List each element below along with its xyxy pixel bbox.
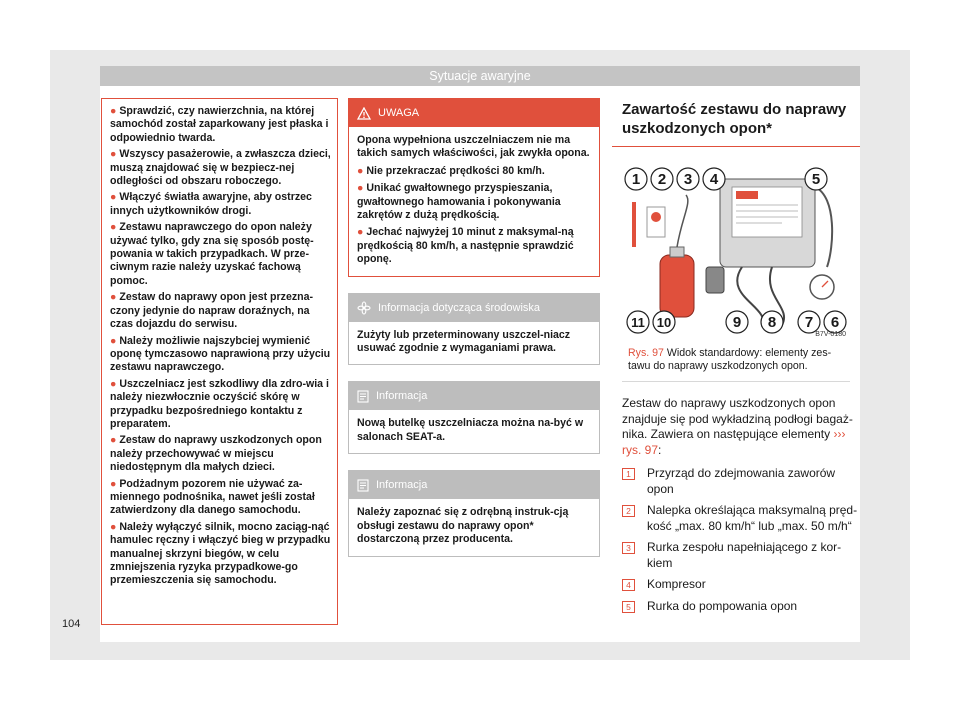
item-number-badge: 4 [622,579,635,591]
warning-box-title: UWAGA [378,107,420,119]
warning-bullet: ● Nie przekraczać prędkości 80 km/h. [357,164,545,177]
figure [622,157,850,382]
list-item: 2 Nalepka określająca maksymalną pręd-kość „max. 80 km/h“ lub „max. 50 m/h“ [622,503,860,534]
warning-item: ● Zestaw do naprawy uszkodzonych opon należy przechowywać w miejscu niedostępnym dla małych dzieci. [110,434,322,474]
warning-bullet: ● Unikać gwałtownego przyspieszania, gwałtownego hamowania i pokonywania zakrętów z dużą prędkością. [357,182,561,222]
info-note-icon [357,479,369,492]
section-title: Zawartość zestawu do naprawy uszkodzonych opon* [612,98,860,147]
list-item: 1 Przyrząd do zdejmowania zaworów opon [622,466,860,497]
callout-6: 6 [830,314,840,331]
section-column [612,98,860,620]
callout-5: 5 [811,171,821,188]
environment-info-body: Zużyty lub przeterminowany uszczel-niacz usuwać zgodnie z wymaganiami prawa. [357,328,571,355]
list-item: 5 Rurka do pompowania opon [622,599,860,615]
section-body-text: Zestaw do naprawy uszkodzonych opon znajduje się pod wykładziną podłogi bagaż-nika. Zawiera on następujące elementy ››› rys. 97: [622,396,853,457]
bullet-icon: ● [110,434,117,447]
warning-intro: Opona wypełniona uszczelniaczem nie ma takich samych właściwości, jak zwykła opona. [357,134,590,160]
bullet-icon: ● [110,191,117,204]
warning-item: ● Należy wyłączyć silnik, mocno zaciąg-nąć hamulec ręczny i włączyć bieg w przypadku manualnej skrzyni biegów, w celu zmniejszenia ryzyka przypadkowe-go przemieszczenia się samochodu. [110,520,331,587]
repair-kit-illustration [622,157,850,339]
warning-item: ● Zestawu naprawczego do opon należy używać tylko, gdy zna się sposób postę-powania w takich przypadkach. W prze-ciwnym razie należy uzyskać fachową pomoc. [110,221,314,287]
info-box-header [349,471,599,499]
figure-caption [622,339,850,381]
bullet-icon: ● [110,105,117,117]
warning-item: ● Włączyć światła awaryjne, aby ostrzec innych użytkowników drogi. [110,191,312,217]
warning-box [348,98,600,277]
warning-bullet: ● Jechać najwyżej 10 minut z maksymal-ną prędkością 80 km/h, a następnie sprawdzić oponę. [357,226,574,266]
info-box-title: Informacja [376,390,428,403]
callout-9: 9 [732,314,742,331]
figure-code: B7V-0180 [815,331,846,338]
info-box-body: Należy zapoznać się z odrębną instruk-cją obsługi zestawu do naprawy opon* dostarczoną przez producenta. [357,506,569,546]
bullet-icon: ● [110,148,117,161]
figure-caption-text: Widok standardowy: elementy zes-tawu do naprawy uszkodzonych opon. [628,347,832,372]
callout-2: 2 [657,171,667,188]
info-box-header [349,382,599,410]
callout-8: 8 [767,314,777,331]
warning-item: ● Należy możliwie najszybciej wymienić oponę tymczasowo naprawioną przy użyciu zestawu naprawczego. [110,334,331,374]
warning-item: ● Uszczelniacz jest szkodliwy dla zdro-wia i należy niezwłocznie oczyścić skórę w przypadku bezpośredniego kontaktu z preparatem. [110,377,329,430]
info-box-title: Informacja [376,479,428,492]
bullet-icon: ● [110,291,117,304]
bullet-icon: ● [110,520,117,533]
figure-label: Rys. 97 [628,347,664,359]
page-number: 104 [62,618,81,630]
item-number-badge: 5 [622,601,635,613]
warning-item: ● Sprawdzić, czy nawierzchnia, na której samochód został zaparkowany jest płaska i odpowiednio twarda. [110,105,329,144]
callout-3: 3 [683,171,693,188]
item-number-badge: 2 [622,505,635,517]
figure-reference-link[interactable]: ››› rys. 97 [622,427,846,457]
warning-triangle-icon [357,107,371,120]
callout-11: 11 [631,315,645,330]
bullet-icon: ● [357,182,364,195]
item-number-badge: 3 [622,542,635,554]
bullet-icon: ● [110,377,117,390]
warning-item: ● Wszyscy pasażerowie, a zwłaszcza dzieci, muszą znajdować się w bezpiecz-nej odległości od obszaru roboczego. [110,148,331,188]
environment-info-header [349,294,599,322]
info-note-icon [357,390,369,403]
warning-box-header [349,99,599,127]
list-item: 4 Kompresor [622,577,860,593]
info-box [348,381,600,454]
item-number-badge: 1 [622,468,635,480]
page-header: Sytuacje awaryjne [100,66,860,86]
environment-flower-icon [357,301,371,315]
numbered-list [622,466,860,614]
info-box-body: Nową butelkę uszczelniacza można na-być w salonach SEAT-a. [357,417,584,443]
list-item: 3 Rurka zespołu napełniającego z kor-kiem [622,540,860,571]
environment-info-title: Informacja dotycząca środowiska [378,301,541,314]
bullet-icon: ● [357,164,364,177]
environment-info-box [348,293,600,366]
warning-box-body [349,127,599,276]
warning-item: ● Podżadnym pozorem nie używać za-miennego podnośnika, nawet jeśli został zatwierdzony dla danego samochodu. [110,477,315,517]
info-box [348,470,600,556]
callout-1: 1 [631,171,641,188]
warning-item: ● Zestaw do naprawy opon jest przezna-czony jedynie do napraw doraźnych, na czas dojazdu do serwisu. [110,291,314,331]
callout-10: 10 [656,315,672,330]
notices-column [348,98,600,573]
callout-4: 4 [709,171,719,188]
warning-continuation-box [101,98,338,625]
bullet-icon: ● [110,477,117,490]
bullet-icon: ● [110,221,117,234]
bullet-icon: ● [357,226,364,239]
callout-7: 7 [804,314,814,331]
bullet-icon: ● [110,334,117,347]
